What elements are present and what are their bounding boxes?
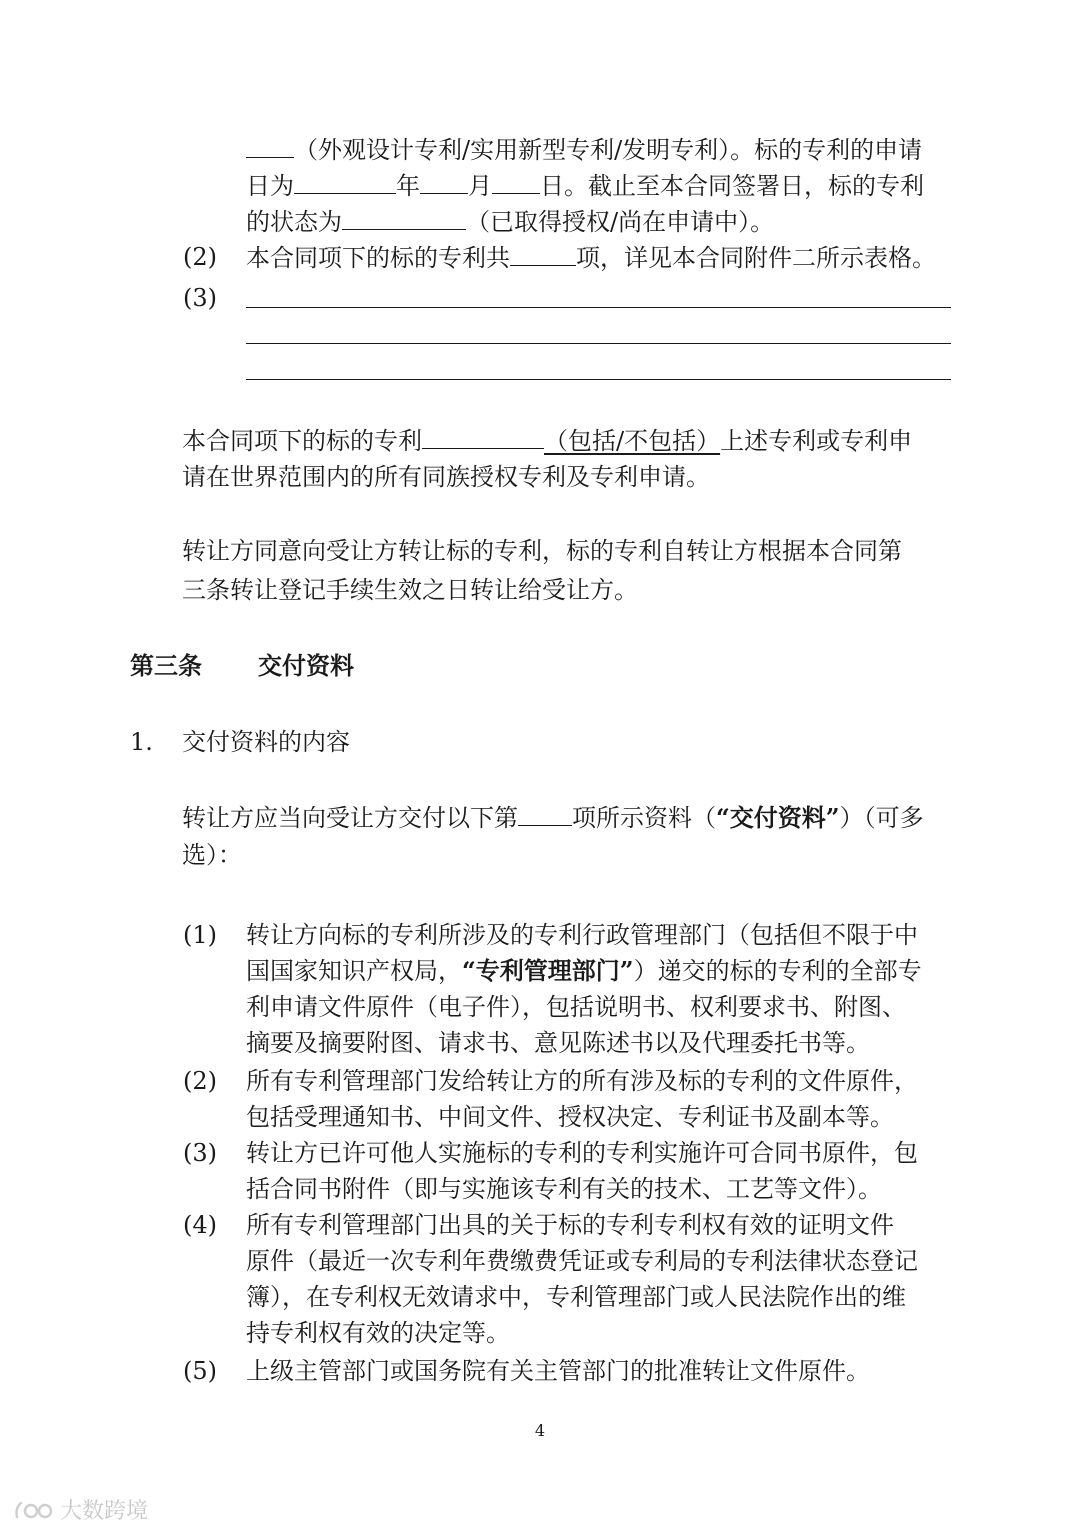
text-line: 所有专利管理部门发给转让方的所有涉及标的专利的文件原件， bbox=[246, 1067, 918, 1095]
text-line: 请在世界范围内的所有同族授权专利及专利申请。 bbox=[182, 463, 710, 491]
text-line: 簿），在专利权无效请求中，专利管理部门或人民法院作出的维 bbox=[246, 1283, 906, 1311]
underlined-option: （包括/不包括） bbox=[544, 427, 721, 455]
list-number: (3) bbox=[183, 1139, 217, 1167]
fill-blank bbox=[492, 167, 540, 194]
text-line: 原件（最近一次专利年费缴费凭证或专利局的专利法律状态登记 bbox=[246, 1247, 918, 1275]
subsection-number: 1. bbox=[130, 728, 153, 756]
text-line: 摘要及摘要附图、请求书、意见陈述书以及代理委托书等。 bbox=[246, 1029, 870, 1057]
watermark-logo-icon bbox=[14, 1499, 54, 1521]
text-fragment: 本合同项下的标的专利共 bbox=[246, 244, 510, 272]
text-line: 包括受理通知书、中间文件、授权决定、专利证书及副本等。 bbox=[246, 1103, 894, 1131]
text-fragment: 日为 bbox=[246, 172, 294, 200]
text-line bbox=[246, 131, 922, 168]
text-line: 转让方已许可他人实施标的专利的专利实施许可合同书原件，包 bbox=[246, 1139, 918, 1167]
fill-line bbox=[246, 307, 951, 308]
text-fragment: 年 bbox=[396, 172, 420, 200]
page-number: 4 bbox=[534, 1421, 546, 1440]
text-line: 选）： bbox=[182, 841, 242, 869]
section-title: 交付资料 bbox=[258, 651, 354, 680]
text-fragment: 上述专利或专利申 bbox=[720, 427, 913, 455]
section-number: 第三条 bbox=[130, 651, 202, 680]
list-number: (3) bbox=[183, 284, 217, 312]
text-line: 上级主管部门或国务院有关主管部门的批准转让文件原件。 bbox=[246, 1357, 870, 1385]
text-fragment: 日。截止至本合同签署日，标的专利 bbox=[540, 172, 924, 200]
text-line: 三条转让登记手续生效之日转让给受让方。 bbox=[182, 576, 638, 604]
list-number: (1) bbox=[183, 921, 217, 949]
text-line: 利申请文件原件（电子件），包括说明书、权利要求书、附图、 bbox=[246, 993, 906, 1021]
text-fragment: ）递交的标的专利的全部专 bbox=[633, 957, 922, 985]
text-line bbox=[246, 167, 924, 204]
text-line: 所有专利管理部门出具的关于标的专利专利权有效的证明文件 bbox=[246, 1211, 894, 1239]
text-fragment: 项，详见本合同附件二所示表格。 bbox=[576, 244, 936, 272]
defined-term: “专利管理部门” bbox=[462, 956, 634, 985]
fill-blank bbox=[294, 167, 396, 194]
fill-blank bbox=[342, 203, 466, 230]
text-fragment: 月 bbox=[468, 172, 492, 200]
text-fragment: （已取得授权/尚在申请中）。 bbox=[466, 208, 775, 236]
text-fragment: 的状态为 bbox=[246, 208, 342, 236]
text-line bbox=[246, 203, 774, 240]
fill-blank bbox=[518, 799, 572, 826]
fill-blank bbox=[422, 422, 544, 449]
text-fragment: ）（可多 bbox=[839, 804, 924, 832]
watermark bbox=[14, 1494, 148, 1525]
text-fragment: 国国家知识产权局， bbox=[246, 957, 462, 985]
fill-blank bbox=[510, 239, 576, 266]
fill-blank bbox=[246, 131, 294, 158]
list-number: (2) bbox=[183, 243, 217, 271]
fill-blank bbox=[420, 167, 468, 194]
list-number: (2) bbox=[183, 1067, 217, 1095]
text-line: 转让方向标的专利所涉及的专利行政管理部门（包括但不限于中 bbox=[246, 921, 918, 949]
text-line bbox=[246, 953, 922, 989]
watermark-text: 大数跨境 bbox=[60, 1499, 149, 1524]
text-fragment: （外观设计专利/实用新型专利/发明专利）。标的专利的申请 bbox=[294, 136, 923, 164]
fill-line bbox=[246, 343, 951, 344]
text-fragment: 本合同项下的标的专利 bbox=[182, 427, 422, 455]
text-line: 转让方同意向受让方转让标的专利，标的专利自转让方根据本合同第 bbox=[182, 537, 902, 565]
text-line: 括合同书附件（即与实施该专利有关的技术、工艺等文件）。 bbox=[246, 1175, 882, 1203]
text-line bbox=[182, 422, 912, 459]
subsection-title: 交付资料的内容 bbox=[182, 728, 350, 756]
text-line: 持专利权有效的决定等。 bbox=[246, 1319, 510, 1347]
text-fragment: 项所示资料（ bbox=[572, 804, 716, 832]
defined-term: “交付资料” bbox=[716, 803, 840, 832]
fill-line bbox=[246, 379, 951, 380]
list-number: (5) bbox=[183, 1357, 217, 1385]
list-number: (4) bbox=[183, 1211, 217, 1239]
text-line bbox=[182, 799, 924, 836]
text-line bbox=[246, 239, 936, 276]
text-fragment: 转让方应当向受让方交付以下第 bbox=[182, 804, 518, 832]
